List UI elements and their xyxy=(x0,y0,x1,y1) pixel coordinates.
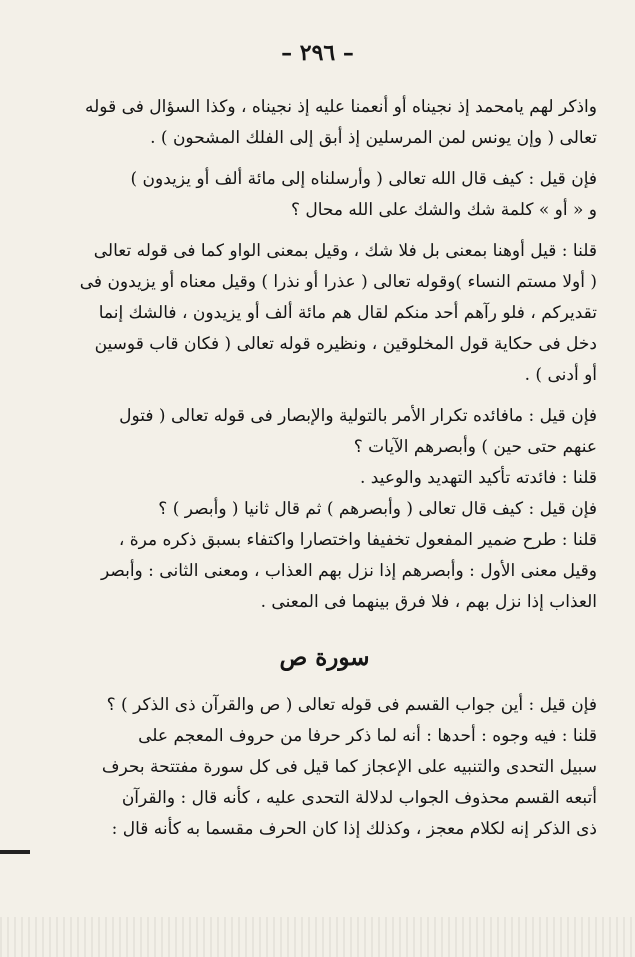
text-line: دخل فى حكاية قول المخلوقين ، ونظيره قوله تعالى ( فكان قاب قوسين xyxy=(94,334,597,354)
text-line: فإن قيل : كيف قال تعالى ( وأبصرهم ) ثم قال ثانيا ( وأبصر ) ؟ xyxy=(158,499,597,519)
paragraph-gap xyxy=(52,226,597,236)
page-texture xyxy=(0,917,635,957)
text-line: فإن قيل : أين جواب القسم فى قوله تعالى ( ص والقرآن ذى الذكر ) ؟ xyxy=(106,695,597,715)
text-line: ( أولا مستم النساء )وقوله تعالى ( عذرا أو نذرا ) وقيل معناه أو يزيدون فى xyxy=(79,272,597,292)
paragraph-gap xyxy=(52,391,597,401)
text-line: عنهم حتى حين ) وأبصرهم الآيات ؟ xyxy=(353,437,597,457)
paragraph-gap xyxy=(52,154,597,164)
text-line: أو أدنى ) . xyxy=(524,365,597,385)
surah-heading: سورة ص xyxy=(279,644,370,671)
margin-mark xyxy=(0,850,30,854)
text-line: أتبعه القسم محذوف الجواب لدلالة التحدى عليه ، كأنه قال : والقرآن xyxy=(121,788,597,808)
text-line: فإن قيل : كيف قال الله تعالى ( وأرسلناه إلى مائة ألف أو يزيدون ) xyxy=(130,169,597,189)
text-line: قلنا : طرح ضمير المفعول تخفيفا واختصارا واكتفاء بسبق ذكره مرة ، xyxy=(118,530,597,550)
text-line: سبيل التحدى والتنبيه على الإعجاز كما قيل فى كل سورة مفتتحة بحرف xyxy=(101,757,597,777)
text-line: ذى الذكر إنه لكلام معجز ، وكذلك إذا كان الحرف مقسما به كأنه قال : xyxy=(111,819,597,839)
text-line: و « أو » كلمة شك والشك على الله محال ؟ xyxy=(290,200,597,220)
text-line: تقديركم ، فلو رآهم أحد منكم لقال هم مائة ألف أو يزيدون ، فالشك إنما xyxy=(98,303,597,323)
text-line: قلنا : قيل أوهنا بمعنى بل فلا شك ، وقيل بمعنى الواو كما فى قوله تعالى xyxy=(93,241,597,261)
text-line: قلنا : فيه وجوه : أحدها : أنه لما ذكر حرفا من حروف المعجم على xyxy=(138,726,597,746)
text-line: واذكر لهم يامحمد إذ نجيناه أو أنعمنا عليه إذ نجيناه ، وكذا السؤال فى قوله xyxy=(85,97,597,117)
text-line: قلنا : فائدته تأكيد التهديد والوعيد . xyxy=(359,468,597,488)
text-line: تعالى ( وإن يونس لمن المرسلين إذ أبق إلى الفلك المشحون ) . xyxy=(150,128,597,148)
text-line: فإن قيل : مافائده تكرار الأمر بالتولية والإبصار فى قوله تعالى ( فتول xyxy=(119,406,597,426)
page-text xyxy=(52,92,597,845)
text-line: وقيل معنى الأول : وأبصرهم إذا نزل بهم العذاب ، ومعنى الثانى : وأبصر xyxy=(100,561,597,581)
text-line: العذاب إذا نزل بهم ، فلا فرق بينهما فى المعنى . xyxy=(260,592,597,612)
page-number: – ٢٩٦ – xyxy=(281,40,354,66)
